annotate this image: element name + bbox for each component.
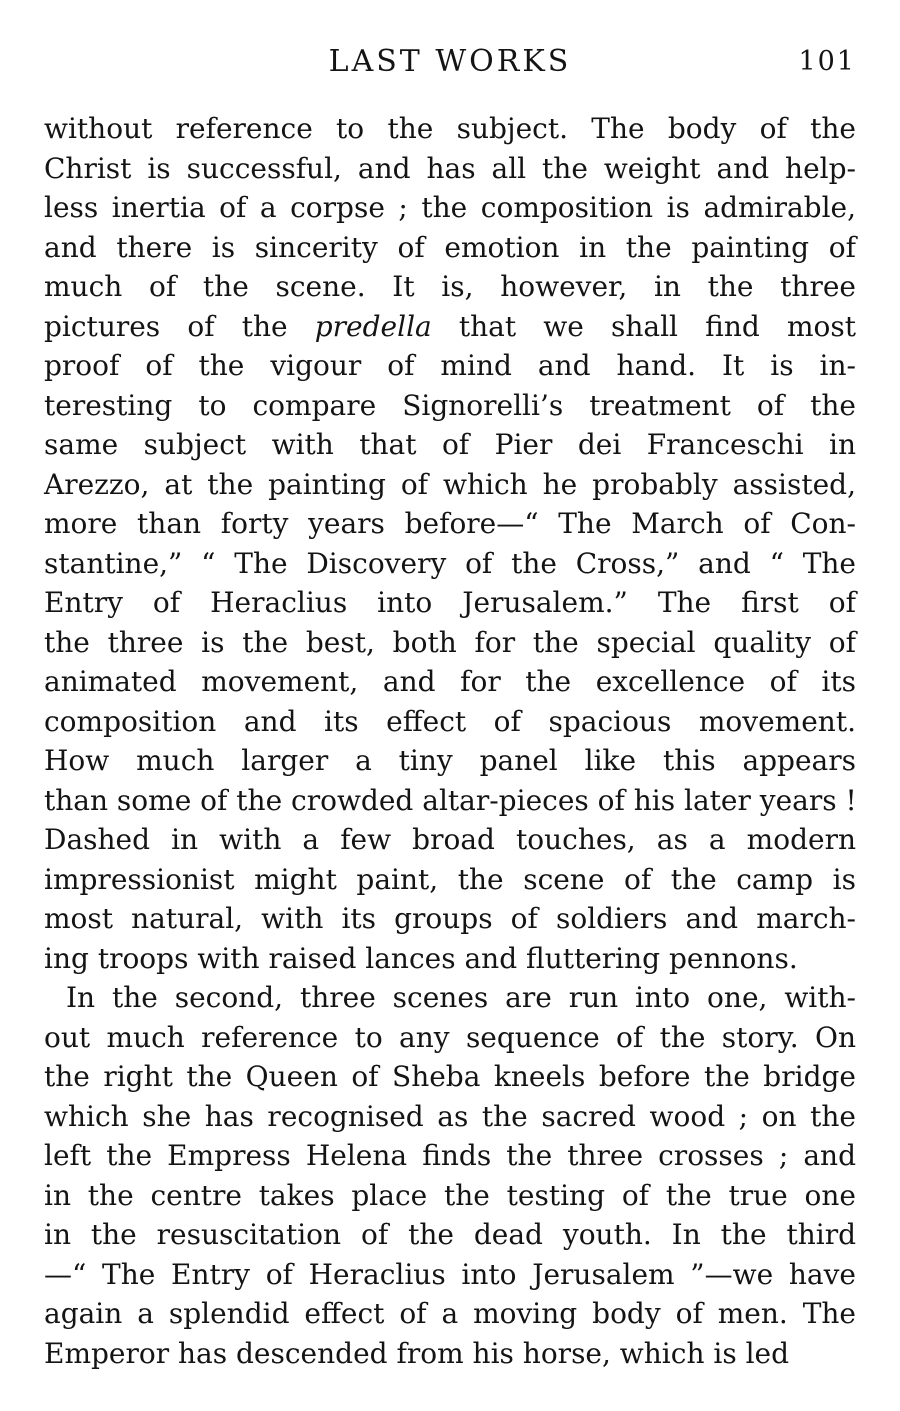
- text-line: Entry of Heraclius into Jerusalem.” The first of: [44, 586, 856, 619]
- text-line: In the second, three scenes are run into one, with-: [66, 981, 856, 1014]
- text-line: Emperor has descended from his horse, which is led: [44, 1336, 790, 1370]
- body-text: [44, 109, 856, 1373]
- text-line: impressionist might paint, the scene of the camp is: [44, 862, 856, 896]
- text-line: than some of the crowded altar-pieces of his later years !: [44, 783, 857, 817]
- text-line: and there is sincerity of emotion in the painting of: [44, 230, 856, 264]
- running-head: [0, 44, 900, 84]
- text-line: ing troops with raised lances and fluttering pennons.: [44, 941, 798, 975]
- text-line: in the resuscitation of the dead youth. In the third: [44, 1218, 856, 1251]
- text-line: again a splendid effect of a moving body of men. The: [44, 1297, 856, 1330]
- text-line: proof of the vigour of mind and hand. It is in-: [44, 349, 856, 382]
- text-line: much of the scene. It is, however, in the three: [44, 270, 856, 303]
- italic-term: predella: [314, 309, 432, 343]
- text-line: without reference to the subject. The body of the: [44, 112, 856, 145]
- text-line: How much larger a tiny panel like this appears: [44, 744, 856, 777]
- text-line: the right the Queen of Sheba kneels before the bridge: [44, 1060, 856, 1093]
- paragraph: [44, 978, 856, 1373]
- text-line: Christ is successful, and has all the weight and help-: [44, 151, 856, 185]
- text-line: out much reference to any sequence of the story. On: [44, 1020, 856, 1054]
- text-line: stantine,” “ The Discovery of the Cross,” and “ The: [44, 546, 856, 580]
- text-line: most natural, with its groups of soldiers and march-: [44, 902, 856, 935]
- text-line: teresting to compare Signorelli’s treatment of the: [44, 388, 856, 422]
- text-line: the three is the best, both for the special quality of: [44, 625, 856, 659]
- paragraph: [44, 109, 856, 978]
- text-line: pictures of the predella that we shall find most: [44, 309, 856, 343]
- text-line: which she has recognised as the sacred wood ; on the: [44, 1099, 856, 1133]
- text-line: Arezzo, at the painting of which he probably assisted,: [44, 467, 856, 501]
- chapter-title: LAST WORKS: [328, 44, 572, 79]
- text-line: Dashed in with a few broad touches, as a modern: [44, 823, 856, 856]
- text-line: same subject with that of Pier dei Franceschi in: [44, 428, 856, 461]
- text-line: in the centre takes place the testing of the true one: [44, 1178, 856, 1212]
- text-line: animated movement, and for the excellence of its: [44, 665, 856, 698]
- text-line: composition and its effect of spacious movement.: [44, 704, 856, 738]
- text-line: —“ The Entry of Heraclius into Jerusalem ”—we have: [44, 1257, 856, 1291]
- text-line: left the Empress Helena finds the three crosses ; and: [44, 1139, 856, 1172]
- text-line: less inertia of a corpse ; the composition is admirable,: [44, 191, 856, 224]
- page-number: 101: [798, 46, 856, 77]
- text-line: more than forty years before—“ The March of Con-: [44, 507, 856, 540]
